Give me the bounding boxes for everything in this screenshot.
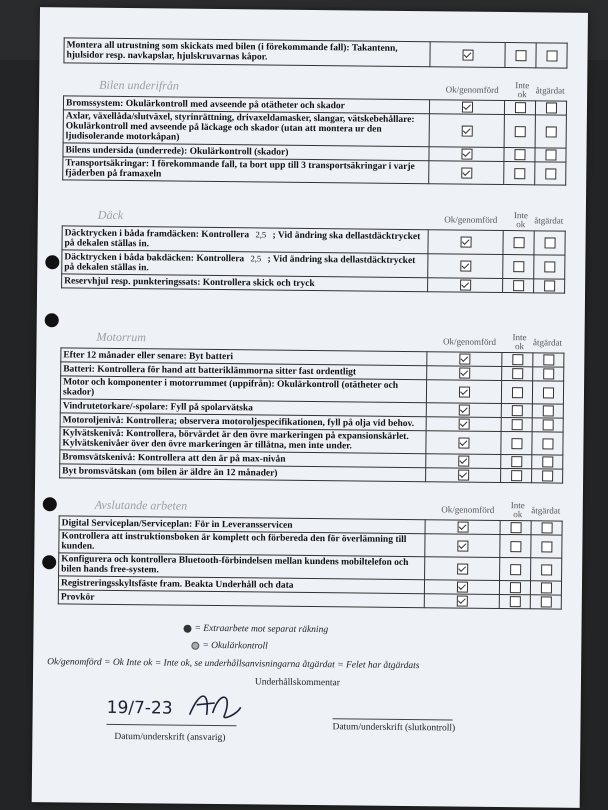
handwritten-date: 19/7-23 — [106, 697, 173, 719]
checkbox-atgardat[interactable] — [544, 280, 555, 291]
row-label: Däcktrycken i båda framdäcken: Kontrollera 2,5 ; Vid ändring ska dellastdäcktrycket på dekalen ställas in. — [62, 226, 428, 254]
row-label: Motoroljenivå: Kontrollera; observera motoroljespecifikationen, fyll på olja vid behov. — [60, 413, 426, 431]
checkbox-ok[interactable] — [460, 237, 471, 248]
section-title: Motorrum — [96, 329, 146, 345]
row-label: Bromssystem: Okulärkontroll med avseende på otätheter och skador — [63, 96, 429, 114]
row-label: Motor och komponenter i motorrummet (uppifrån): Okulärkontroll (otätheter och skador) — [60, 376, 426, 403]
legend-extra: = Extraarbete mot separat räkning — [183, 624, 328, 636]
section-title: Bilen underifrån — [99, 77, 179, 93]
checkbox-atgardat[interactable] — [544, 261, 555, 272]
checkbox-atgardat[interactable] — [542, 405, 553, 416]
checkbox-atgardat[interactable] — [545, 102, 556, 113]
tire-pressure-value: 2,5 — [250, 253, 262, 264]
checkbox-inte-ok[interactable] — [515, 50, 526, 61]
checklist-row — [63, 110, 566, 148]
checkbox-atgardat[interactable] — [545, 168, 556, 179]
row-label: Kontrollera att instruktionsboken är komplett och förbereda den för överlämning till kunden. — [59, 530, 425, 557]
checkbox-inte-ok[interactable] — [513, 237, 524, 248]
checkbox-atgardat[interactable] — [542, 438, 553, 449]
section-0 — [62, 75, 567, 185]
checkbox-atgardat[interactable] — [540, 582, 551, 593]
checkbox-atgardat[interactable] — [545, 149, 556, 160]
checkbox-inte-ok[interactable] — [513, 280, 524, 291]
checkbox-inte-ok[interactable] — [513, 261, 524, 272]
checkbox-atgardat[interactable] — [542, 470, 553, 481]
row-label: Kylvätskenivå: Kontrollera, börvärdet är den övre markeringen på expansionskärlet. Kylvätskenivåer över den övre markeringen är tillåtna, men inte under. — [60, 427, 426, 454]
checkbox-inte-ok[interactable] — [509, 596, 520, 607]
row-label: Byt bromsvätskan (om bilen är äldre än 12 månader) — [60, 464, 426, 482]
checkbox-inte-ok[interactable] — [512, 354, 523, 365]
checkbox-ok[interactable] — [457, 563, 468, 574]
checkbox-ok[interactable] — [458, 386, 469, 397]
col-atgardat-header: åtgärdat — [535, 85, 565, 96]
signature-scribble — [185, 685, 245, 726]
checkbox-atgardat[interactable] — [541, 522, 552, 533]
checkbox-ok[interactable] — [459, 354, 470, 365]
col-ok-header: Ok/genomförd — [444, 214, 498, 225]
checkbox-ok[interactable] — [458, 419, 469, 430]
col-inte-ok-header: Inte ok — [515, 80, 530, 100]
checkbox-inte-ok[interactable] — [514, 168, 525, 179]
section-1 — [61, 205, 566, 293]
checkbox-atgardat[interactable] — [541, 564, 552, 575]
checkbox-ok[interactable] — [461, 167, 472, 178]
checkbox-inte-ok[interactable] — [509, 582, 520, 593]
signature-line-right — [333, 718, 453, 720]
checkbox-ok[interactable] — [458, 437, 469, 448]
row-label: Däcktrycken i båda bakdäcken: Kontrollera 2,5 ; Vid ändring ska dellastdäcktrycket på dekalen ställas in. — [62, 250, 428, 278]
checkbox-inte-ok[interactable] — [511, 387, 522, 398]
checkbox-atgardat[interactable] — [542, 419, 553, 430]
checkbox-ok[interactable] — [458, 470, 469, 481]
row-label: Reservhjul resp. punkteringssats: Kontrollera skick och tryck — [62, 274, 428, 292]
checkbox-inte-ok[interactable] — [514, 102, 525, 113]
checklist-row — [63, 157, 566, 185]
checkbox-atgardat[interactable] — [543, 354, 554, 365]
checkbox-inte-ok[interactable] — [514, 149, 525, 160]
section-title: Däck — [97, 207, 124, 223]
checkbox-inte-ok[interactable] — [512, 368, 523, 379]
eye-dot-icon — [191, 642, 199, 650]
top-row-text: Montera all utrustning som skickats med bilen (i förekommande fall): Takantenn, hjulsidor resp. navkapslar, hjulskruvarnas kåpor. — [64, 38, 430, 67]
signature-line-left — [107, 724, 237, 726]
col-ok-header: Ok/genomförd — [445, 84, 499, 95]
checkbox-atgardat[interactable] — [542, 387, 553, 398]
row-label: Bromsvätskenivå: Kontrollera att den är på max-nivån — [60, 450, 426, 468]
checkbox-inte-ok[interactable] — [511, 405, 522, 416]
row-label: Vindrutetorkare/-spolare: Fyll på spolarvätska — [60, 399, 426, 417]
checkbox-ok[interactable] — [457, 540, 468, 551]
checkbox-inte-ok[interactable] — [510, 564, 521, 575]
col-inte-ok-header: Inte ok — [513, 210, 528, 230]
punch-hole — [43, 497, 57, 511]
legend-okular: = Okulärkontroll — [191, 641, 268, 652]
checkbox-ok[interactable] — [460, 261, 471, 272]
checkbox-ok[interactable] — [456, 596, 467, 607]
checkbox-atgardat[interactable] — [541, 541, 552, 552]
row-label: Bilens undersida (underrede): Okulärkontroll (skador) — [63, 143, 429, 161]
checkbox-ok[interactable] — [457, 522, 468, 533]
legend-line: Ok/genomförd = Ok Inte ok = Inte ok, se underhållsanvisningarna åtgärdat = Felet har åtgärdats — [47, 657, 420, 672]
checkbox-atgardat[interactable] — [542, 456, 553, 467]
col-atgardat-header: åtgärdat — [531, 505, 561, 516]
row-label: Transportsäkringar: I förekommande fall, ta bort upp till 3 transportsäkringar i varje fjäderben på framaxeln — [63, 157, 429, 184]
checkbox-inte-ok[interactable] — [511, 470, 522, 481]
row-label: Provkör — [58, 590, 424, 608]
row-label: Registreringsskyltsfäste fram. Beakta Underhåll och data — [58, 576, 424, 594]
section-3 — [58, 495, 563, 609]
checkbox-ok[interactable] — [459, 368, 470, 379]
row-label: Digital Serviceplan/Serviceplan: För in Leveransservicen — [59, 516, 425, 534]
col-atgardat-header: åtgärdat — [534, 215, 564, 226]
signature-label-left: Datum/underskrift (ansvarig) — [114, 731, 226, 744]
checkbox-atgardat[interactable] — [546, 50, 557, 61]
checkbox-ok[interactable] — [462, 49, 473, 60]
section-2 — [59, 327, 565, 483]
row-label: Konfigurera och kontrollera Bluetooth-förbindelsen mellan kundens mobiltelefon och bilen hands free-system. — [59, 553, 425, 580]
row-label: Axlar, växellåda/slutväxel, styrinrättning, drivaxeldamasker, slangar, vätskebehållare: Okulärkontroll med avseende på läckage och skador (utan att montera ur den ljudisolerande motorkåpan) — [63, 110, 429, 147]
checkbox-ok[interactable] — [461, 149, 472, 160]
punch-hole — [45, 255, 59, 269]
checkbox-ok[interactable] — [460, 280, 471, 291]
punch-hole — [42, 555, 56, 569]
checkbox-atgardat[interactable] — [544, 237, 555, 248]
checkbox-ok[interactable] — [458, 456, 469, 467]
checkbox-ok[interactable] — [461, 125, 472, 136]
tire-pressure-value: 2,5 — [255, 229, 267, 240]
checkbox-ok[interactable] — [456, 582, 467, 593]
checkbox-inte-ok[interactable] — [511, 438, 522, 449]
col-inte-ok-header: Inte ok — [510, 500, 525, 520]
checkbox-inte-ok[interactable] — [511, 419, 522, 430]
checkbox-atgardat[interactable] — [540, 596, 551, 607]
checkbox-ok[interactable] — [458, 405, 469, 416]
section-title: Avslutande arbeten — [94, 497, 188, 513]
checkbox-inte-ok[interactable] — [510, 522, 521, 533]
punch-hole — [45, 313, 59, 327]
checkbox-atgardat[interactable] — [543, 368, 554, 379]
row-label: Efter 12 månader eller senare: Byt batteri — [61, 348, 427, 366]
service-checklist-document — [32, 7, 588, 808]
dot-icon — [183, 624, 191, 632]
maintenance-comment-label: Underhållskommentar — [254, 677, 340, 689]
checkbox-atgardat[interactable] — [545, 126, 556, 137]
checkbox-inte-ok[interactable] — [514, 126, 525, 137]
checkbox-inte-ok[interactable] — [510, 541, 521, 552]
row-label: Batteri: Kontrollera för hand att batteriklämmorna sitter fast ordentligt — [61, 362, 427, 380]
signature-label-right: Datum/underskrift (slutkontroll) — [332, 722, 456, 734]
col-ok-header: Ok/genomförd — [442, 336, 497, 347]
top-row — [63, 37, 567, 68]
col-inte-ok-header: Inte ok — [512, 332, 527, 352]
checkbox-ok[interactable] — [461, 102, 472, 113]
col-ok-header: Ok/genomförd — [441, 504, 495, 515]
col-atgardat-header: åtgärdat — [532, 337, 563, 348]
checkbox-inte-ok[interactable] — [511, 456, 522, 467]
